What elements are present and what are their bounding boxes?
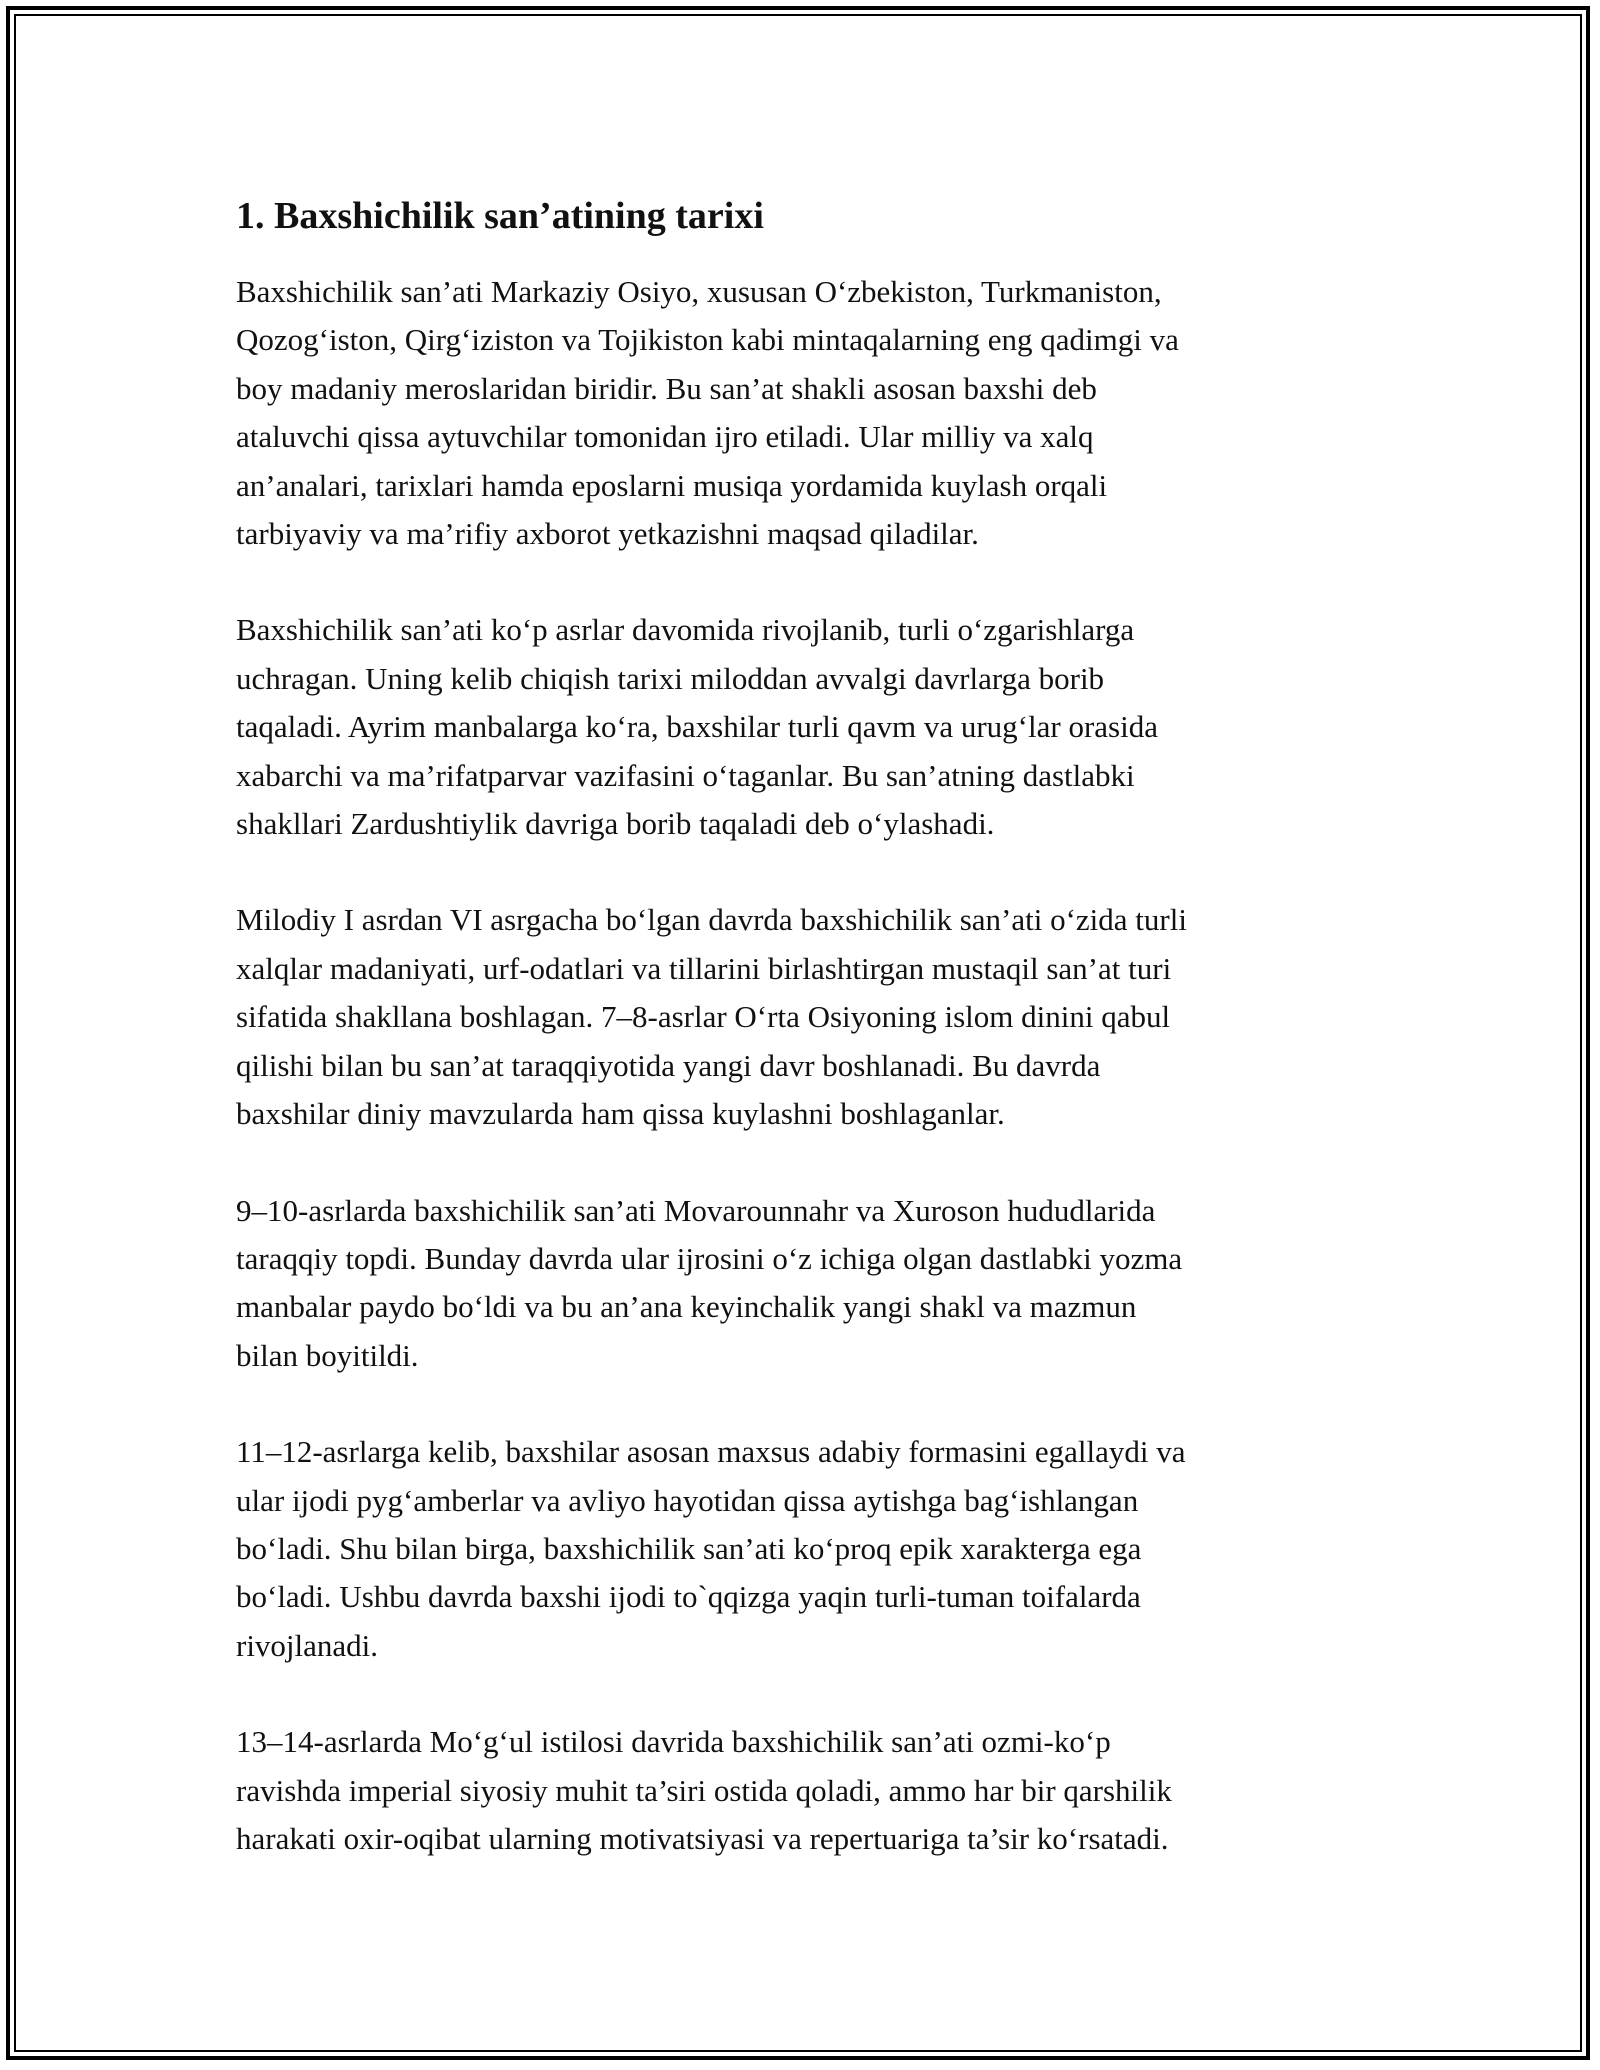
paragraph-4: 9–10-asrlarda baxshichilik san’ati Movarounnahr va Xuroson hududlarida taraqqiy topdi. Bunday davrda ular ijrosini o‘z ichiga olgan dastlabki yozma manbalar paydo bo‘ldi va bu an’ana keyinchalik yangi shakl va mazmun bilan boyitildi. [236, 1192, 1183, 1373]
paragraph-3: Milodiy I asrdan VI asrgacha bo‘lgan davrda baxshichilik san’ati o‘zida turli xalqlar madaniyati, urf-odatlari va tillarini birlashtirgan mustaqil san’at turi sifatida shakllana boshlagan. 7–8-asrlar O‘rta Osiyoning islom dinini qabul qilishi bilan bu san’at taraqqiyotida yangi davr boshlanadi. Bu davrda baxshilar diniy mavzularda ham qissa kuylashni boshlaganlar. [236, 902, 1187, 1132]
paragraph-5: 11–12-asrlarga kelib, baxshilar asosan maxsus adabiy formasini egallaydi va ular ijodi pyg‘amberlar va avliyo hayotidan qissa aytishga bag‘ishlangan bo‘ladi. Shu bilan birga, baxshichilik san’ati ko‘proq epik xarakterga ega bo‘ladi. Ushbu davrda baxshi ijodi to`qqizga yaqin turli-tuman toifalarda rivojlanadi. [236, 1434, 1186, 1663]
paragraph-2: Baxshichilik san’ati ko‘p asrlar davomida rivojlanib, turli o‘zgarishlarga uchragan. Uning kelib chiqish tarixi miloddan avvalgi davrlarga borib taqaladi. Ayrim manbalarga ko‘ra, baxshilar turli qavm va urug‘lar orasida xabarchi va ma’rifatparvar vazifasini o‘taganlar. Bu san’atning dastlabki shakllari Zardushtiylik davriga borib taqaladi deb o‘ylashadi. [236, 612, 1158, 842]
document-body [236, 188, 1376, 1911]
paragraph-1: Baxshichilik san’ati Markaziy Osiyo, xususan O‘zbekiston, Turkmaniston, Qozog‘iston, Qirg‘iziston va Tojikiston kabi mintaqalarning eng qadimgi va boy madaniy meroslaridan biridir. Bu san’at shakli asosan baxshi deb ataluvchi qissa aytuvchilar tomonidan ijro etiladi. Ular milliy va xalq an’analari, tarixlari hamda eposlarni musiqa yordamida kuylash orqali tarbiyaviy va ma’rifiy axborot yetkazishni maqsad qiladilar. [236, 274, 1179, 552]
paragraph-6: 13–14-asrlarda Mo‘g‘ul istilosi davrida baxshichilik san’ati ozmi-ko‘p ravishda imperial siyosiy muhit ta’siri ostida qoladi, ammo har bir qarshilik harakati oxir-oqibat ularning motivatsiyasi va repertuariga ta’sir ko‘rsatadi. [236, 1724, 1172, 1856]
section-heading: 1. Baxshichilik san’atining tarixi [236, 195, 764, 237]
